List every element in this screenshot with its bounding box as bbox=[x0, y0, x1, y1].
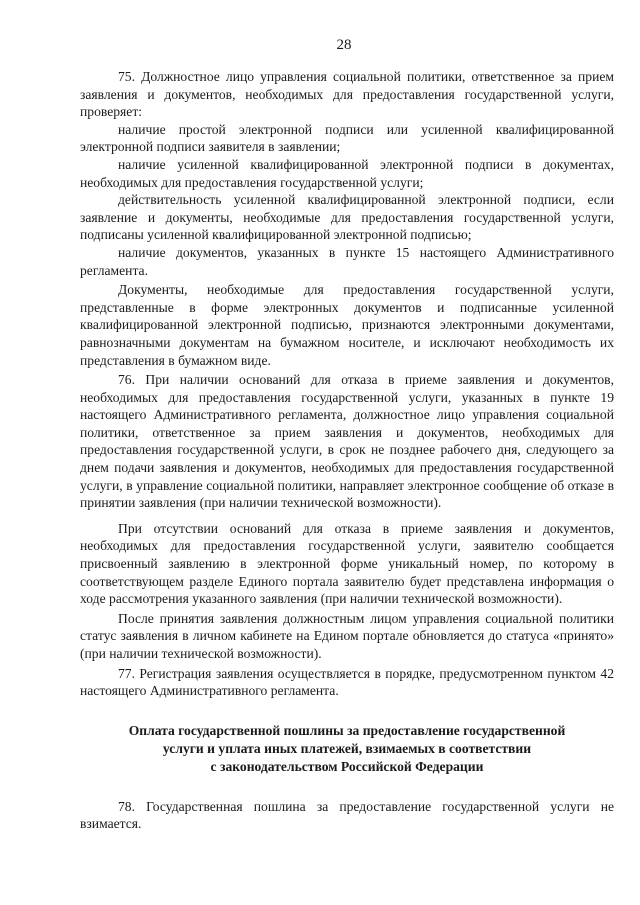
paragraph-check-signature-validity: действительность усиленной квалифицированной электронной подписи, если заявление и документы, необходимые для предоставления государственной услуги, подписаны усиленной квалифицированной электронной подписью; bbox=[80, 192, 614, 243]
body-bottom bbox=[80, 798, 614, 833]
paragraph-check-qualified-signature: наличие усиленной квалифицированной электронной подписи в документах, необходимых для предоставления государственной услуги; bbox=[80, 156, 614, 190]
heading-line: с законодательством Российской Федерации bbox=[210, 758, 484, 774]
paragraph-76-refusal: 76. При наличии оснований для отказа в приеме заявления и документов, необходимых для предоставления государственной услуги, указанных в пункте 19 настоящего Административного регламента, должностное лицо управления социальной политики, ответственное за прием заявления и документов, необходимых для предоставления государственной услуги, в срок не позднее рабочего дня, следующего за днем подачи заявления и документов, необходимых для предоставления государственной услуги, в управление социальной политики, направляет электронное сообщение об отказе в принятии заявления (при наличии технической возможности). bbox=[80, 372, 614, 511]
paragraph-78-fee: 78. Государственная пошлина за предоставление государственной услуги не взимается. bbox=[80, 798, 614, 832]
page-number: 28 bbox=[336, 37, 352, 53]
heading-line: Оплата государственной пошлины за предоставление государственной bbox=[128, 722, 566, 738]
body-top bbox=[80, 68, 614, 700]
paragraph-77-registration: 77. Регистрация заявления осуществляется в порядке, предусмотренном пунктом 42 настоящего Административного регламента. bbox=[80, 665, 614, 699]
paragraph-electronic-documents: Документы, необходимые для предоставления государственной услуги, представленные в форме электронных документов и подписанные усиленной квалифицированной электронной подписью, признаются электронными документами, равнозначными документам на бумажном носителе, и исключают необходимость их представления в бумажном виде. bbox=[80, 282, 614, 368]
paragraph-status-accepted: После принятия заявления должностным лицом управления социальной политики статус заявления в личном кабинете на Едином портале обновляется до статуса «принято» (при наличии технической возможности). bbox=[80, 610, 614, 661]
paragraph-75-intro: 75. Должностное лицо управления социальной политики, ответственное за прием заявления и документов, необходимых для предоставления государственной услуги, проверяет: bbox=[80, 69, 614, 120]
heading-line: услуги и уплата иных платежей, взимаемых в соответствии bbox=[162, 740, 532, 756]
paragraph-check-documents: наличие документов, указанных в пункте 15 настоящего Административного регламента. bbox=[80, 244, 614, 278]
section-heading bbox=[80, 722, 614, 776]
paragraph-check-simple-signature: наличие простой электронной подписи или усиленной квалифицированной электронной подписи заявителя в заявлении; bbox=[80, 121, 614, 155]
paragraph-unique-number: При отсутствии оснований для отказа в приеме заявления и документов, необходимых для предоставления государственной услуги, заявителю сообщается присвоенный заявлению в электронной форме уникальный номер, по которому в соответствующем разделе Единого портала заявителю будет представлена информация о ходе рассмотрения указанного заявления (при наличии технической возможности). bbox=[80, 520, 614, 607]
